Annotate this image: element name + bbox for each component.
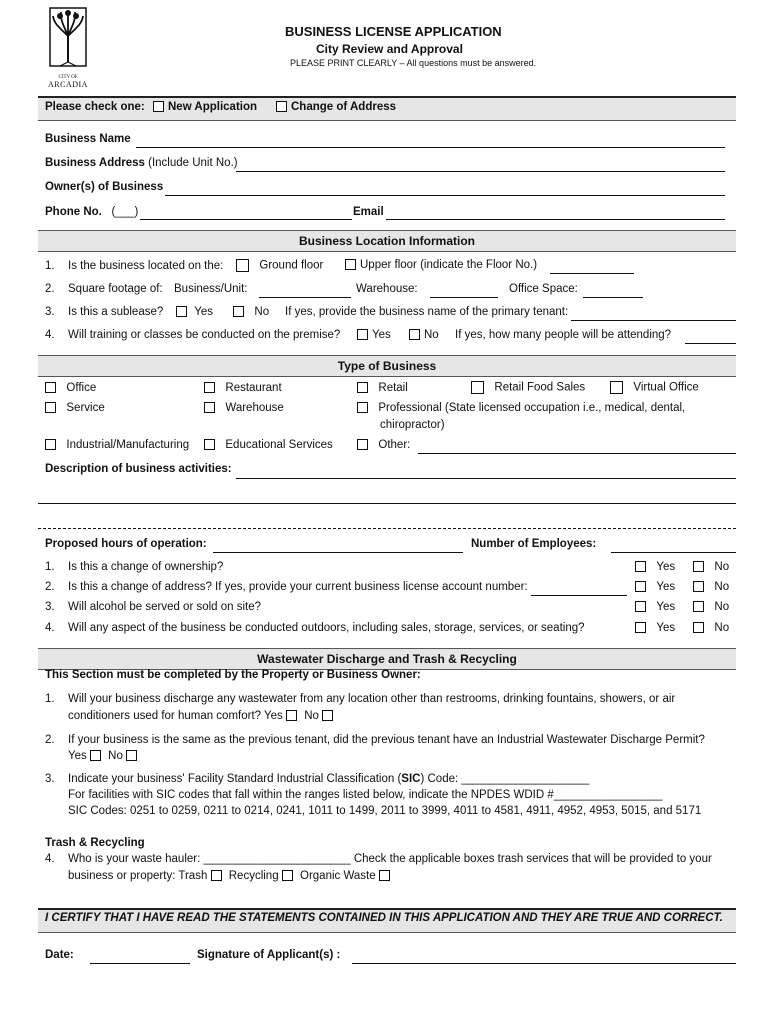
office-space-label: Office Space: bbox=[509, 283, 578, 295]
type-restaurant[interactable]: Restaurant bbox=[204, 382, 282, 394]
ops-q1-num: 1. bbox=[45, 561, 55, 573]
ops-q3-text: Will alcohol be served or sold on site? bbox=[68, 601, 262, 613]
waste-q2-yes-checkbox[interactable] bbox=[90, 750, 101, 761]
ops-q4-yes-checkbox[interactable] bbox=[635, 622, 646, 633]
type-educational[interactable]: Educational Services bbox=[204, 439, 333, 451]
sublease-yes[interactable]: Yes bbox=[176, 306, 213, 318]
phone-label: Phone No. (___) bbox=[45, 206, 139, 218]
loc-q3-text: Is this a sublease? bbox=[68, 306, 164, 318]
loc-q4-text: Will training or classes be conducted on the premise? bbox=[68, 329, 341, 341]
restaurant-checkbox[interactable] bbox=[204, 382, 215, 393]
ops-q2-text: Is this a change of address? If yes, provide your current business license account number: bbox=[68, 581, 528, 593]
owners-field[interactable] bbox=[165, 195, 725, 196]
ops-q4-num: 4. bbox=[45, 622, 55, 634]
sic-code-field[interactable]: ____________________ bbox=[461, 773, 590, 785]
hours-label: Proposed hours of operation: bbox=[45, 538, 207, 550]
location-heading: Business Location Information bbox=[38, 230, 736, 252]
ops-q3-no[interactable]: No bbox=[693, 601, 729, 613]
certify-statement: I CERTIFY THAT I HAVE READ THE STATEMENTS CONTAINED IN THIS APPLICATION AND THEY ARE TRUE AND CORRECT. bbox=[45, 912, 723, 924]
loc-q3-num: 3. bbox=[45, 306, 55, 318]
type-other[interactable]: Other: bbox=[357, 439, 410, 451]
waste-q3-line2: For facilities with SIC codes that fall within the ranges listed below, indicate the NPDES WDID #_________________ bbox=[68, 789, 663, 801]
ops-q3-num: 3. bbox=[45, 601, 55, 613]
type-professional-cont: chiropractor) bbox=[380, 419, 445, 431]
type-warehouse[interactable]: Warehouse bbox=[204, 402, 284, 414]
type-virtual[interactable]: Virtual Office bbox=[610, 381, 699, 394]
new-application-option[interactable]: New Application bbox=[153, 101, 257, 113]
professional-checkbox[interactable] bbox=[357, 402, 368, 413]
new-application-checkbox[interactable] bbox=[153, 101, 164, 112]
waste-q2-no-checkbox[interactable] bbox=[126, 750, 137, 761]
hours-field[interactable] bbox=[213, 552, 463, 553]
ops-q1-no[interactable]: No bbox=[693, 561, 729, 573]
ground-floor-option[interactable]: Ground floor bbox=[236, 259, 323, 272]
educational-checkbox[interactable] bbox=[204, 439, 215, 450]
trash-checkbox[interactable] bbox=[211, 870, 222, 881]
loc-q1-num: 1. bbox=[45, 260, 55, 272]
tree-logo-icon bbox=[46, 6, 90, 72]
waste-q3-line3: SIC Codes: 0251 to 0259, 0211 to 0214, 0241, 1011 to 1499, 2011 to 3999, 4011 to 4581, 4911, 4952, 4953, 5015, and 5171 bbox=[68, 805, 702, 817]
organic-waste-checkbox[interactable] bbox=[379, 870, 390, 881]
form-subtitle: City Review and Approval bbox=[316, 42, 463, 56]
employees-label: Number of Employees: bbox=[471, 538, 597, 550]
service-checkbox[interactable] bbox=[45, 402, 56, 413]
ops-q4-no-checkbox[interactable] bbox=[693, 622, 704, 633]
signature-field[interactable] bbox=[352, 963, 736, 964]
description-field-1[interactable] bbox=[236, 478, 736, 479]
retail-checkbox[interactable] bbox=[357, 382, 368, 393]
waste-q1-yes-checkbox[interactable] bbox=[286, 710, 297, 721]
owners-label: Owner(s) of Business bbox=[45, 181, 164, 193]
change-of-address-checkbox[interactable] bbox=[276, 101, 287, 112]
ops-q2-no[interactable]: No bbox=[693, 581, 729, 593]
sublease-yes-checkbox[interactable] bbox=[176, 306, 187, 317]
type-professional[interactable]: Professional (State licensed occupation i.e., medical, dental, bbox=[357, 402, 685, 414]
waste-q3-num: 3. bbox=[45, 773, 55, 785]
email-field[interactable] bbox=[386, 219, 725, 220]
type-retail[interactable]: Retail bbox=[357, 382, 408, 394]
other-checkbox[interactable] bbox=[357, 439, 368, 450]
description-field-2[interactable] bbox=[38, 503, 736, 504]
form-instruction: PLEASE PRINT CLEARLY – All questions must be answered. bbox=[290, 58, 537, 68]
retail-food-checkbox[interactable] bbox=[471, 381, 484, 394]
npdes-wdid-field[interactable]: _________________ bbox=[553, 789, 663, 801]
trash-heading: Trash & Recycling bbox=[45, 837, 145, 849]
office-space-field[interactable] bbox=[583, 297, 643, 298]
trash-q4-line2: business or property: Trash Recycling Organic Waste bbox=[68, 870, 394, 882]
description-field-3[interactable] bbox=[38, 528, 736, 529]
office-checkbox[interactable] bbox=[45, 382, 56, 393]
date-label: Date: bbox=[45, 949, 74, 961]
city-logo bbox=[46, 6, 90, 89]
upper-floor-checkbox[interactable] bbox=[345, 259, 356, 270]
training-no[interactable]: No bbox=[409, 329, 439, 341]
business-unit-field[interactable] bbox=[259, 297, 351, 298]
employees-field[interactable] bbox=[611, 552, 736, 553]
type-retail-food[interactable]: Retail Food Sales bbox=[471, 381, 585, 394]
ops-q2-yes[interactable]: Yes bbox=[635, 581, 675, 593]
business-unit-label: Business/Unit: bbox=[174, 283, 248, 295]
other-field[interactable] bbox=[418, 453, 736, 454]
ops-q3-yes-checkbox[interactable] bbox=[635, 601, 646, 612]
waste-q1-line1: Will your business discharge any wastewater from any location other than restrooms, drinking fountains, showers, or air bbox=[68, 693, 676, 705]
sublease-no-checkbox[interactable] bbox=[233, 306, 244, 317]
signature-label: Signature of Applicant(s) : bbox=[197, 949, 341, 961]
ops-q3-no-checkbox[interactable] bbox=[693, 601, 704, 612]
description-label: Description of business activities: bbox=[45, 463, 232, 475]
business-address-label: Business Address (Include Unit No.) bbox=[45, 157, 238, 169]
phone-field[interactable] bbox=[140, 219, 352, 220]
form-title: BUSINESS LICENSE APPLICATION bbox=[285, 24, 502, 39]
training-no-checkbox[interactable] bbox=[409, 329, 420, 340]
logo-city-small: CITY OF bbox=[58, 75, 78, 80]
ops-q4-text: Will any aspect of the business be conducted outdoors, including sales, storage, services, or seating? bbox=[68, 622, 585, 634]
warehouse-checkbox[interactable] bbox=[204, 402, 215, 413]
business-name-field[interactable] bbox=[136, 147, 725, 148]
type-industrial[interactable]: Industrial/Manufacturing bbox=[45, 439, 189, 451]
type-office[interactable]: Office bbox=[45, 382, 96, 394]
virtual-office-checkbox[interactable] bbox=[610, 381, 623, 394]
industrial-checkbox[interactable] bbox=[45, 439, 56, 450]
trash-q4-num: 4. bbox=[45, 853, 55, 865]
loc-q3-follow: If yes, provide the business name of the primary tenant: bbox=[285, 306, 569, 318]
training-yes-checkbox[interactable] bbox=[357, 329, 368, 340]
ops-q1-yes[interactable]: Yes bbox=[635, 561, 675, 573]
type-service[interactable]: Service bbox=[45, 402, 105, 414]
waste-q3-line1: Indicate your business' Facility Standard Industrial Classification (SIC) Code: ____________________ bbox=[68, 773, 590, 785]
ops-q2-yes-checkbox[interactable] bbox=[635, 581, 646, 592]
ops-q2-no-checkbox[interactable] bbox=[693, 581, 704, 592]
attendance-field[interactable] bbox=[685, 343, 736, 344]
warehouse-label: Warehouse: bbox=[356, 283, 418, 295]
primary-tenant-field[interactable] bbox=[571, 320, 736, 321]
loc-q1-text: Is the business located on the: bbox=[68, 260, 224, 272]
change-of-address-option[interactable]: Change of Address bbox=[276, 101, 396, 113]
date-field[interactable] bbox=[90, 963, 190, 964]
logo-city-name: ARCADIA bbox=[48, 80, 88, 89]
waste-q1-num: 1. bbox=[45, 693, 55, 705]
ops-q1-yes-checkbox[interactable] bbox=[635, 561, 646, 572]
warehouse-field[interactable] bbox=[430, 297, 498, 298]
waste-hauler-field[interactable]: _______________________ bbox=[203, 853, 351, 865]
ops-q3-yes[interactable]: Yes bbox=[635, 601, 675, 613]
email-label: Email bbox=[353, 206, 384, 218]
business-name-label: Business Name bbox=[45, 133, 131, 145]
wastewater-heading: Wastewater Discharge and Trash & Recycling bbox=[38, 648, 736, 670]
waste-q1-no-checkbox[interactable] bbox=[322, 710, 333, 721]
floor-number-field[interactable] bbox=[550, 273, 634, 274]
loc-q2-num: 2. bbox=[45, 283, 55, 295]
ops-q4-no[interactable]: No bbox=[693, 622, 729, 634]
waste-q1-line2: conditioners used for human comfort? Yes No bbox=[68, 710, 337, 722]
recycling-checkbox[interactable] bbox=[282, 870, 293, 881]
ground-floor-checkbox[interactable] bbox=[236, 259, 249, 272]
waste-q2-num: 2. bbox=[45, 734, 55, 746]
ops-q2-num: 2. bbox=[45, 581, 55, 593]
check-one-label: Please check one: bbox=[45, 101, 145, 113]
sublease-no[interactable]: No bbox=[233, 306, 269, 318]
section-note: This Section must be completed by the Property or Business Owner: bbox=[45, 669, 421, 681]
account-number-field[interactable] bbox=[531, 595, 627, 596]
ops-q1-no-checkbox[interactable] bbox=[693, 561, 704, 572]
waste-q2-line2: Yes No bbox=[68, 750, 141, 762]
loc-q4-num: 4. bbox=[45, 329, 55, 341]
loc-q2-text: Square footage of: bbox=[68, 283, 163, 295]
trash-q4-line1: Who is your waste hauler: _______________________ Check the applicable boxes trash services that will be provided to your bbox=[68, 853, 712, 865]
waste-q2-line1: If your business is the same as the previous tenant, did the previous tenant have an Industrial Wastewater Discharge Permit? bbox=[68, 734, 705, 746]
ops-q1-text: Is this a change of ownership? bbox=[68, 561, 224, 573]
upper-floor-option[interactable]: Upper floor (indicate the Floor No.) bbox=[345, 259, 537, 271]
ops-q4-yes[interactable]: Yes bbox=[635, 622, 675, 634]
loc-q4-follow: If yes, how many people will be attending? bbox=[455, 329, 672, 341]
training-yes[interactable]: Yes bbox=[357, 329, 391, 341]
type-heading: Type of Business bbox=[38, 355, 736, 377]
business-address-field[interactable] bbox=[236, 171, 725, 172]
